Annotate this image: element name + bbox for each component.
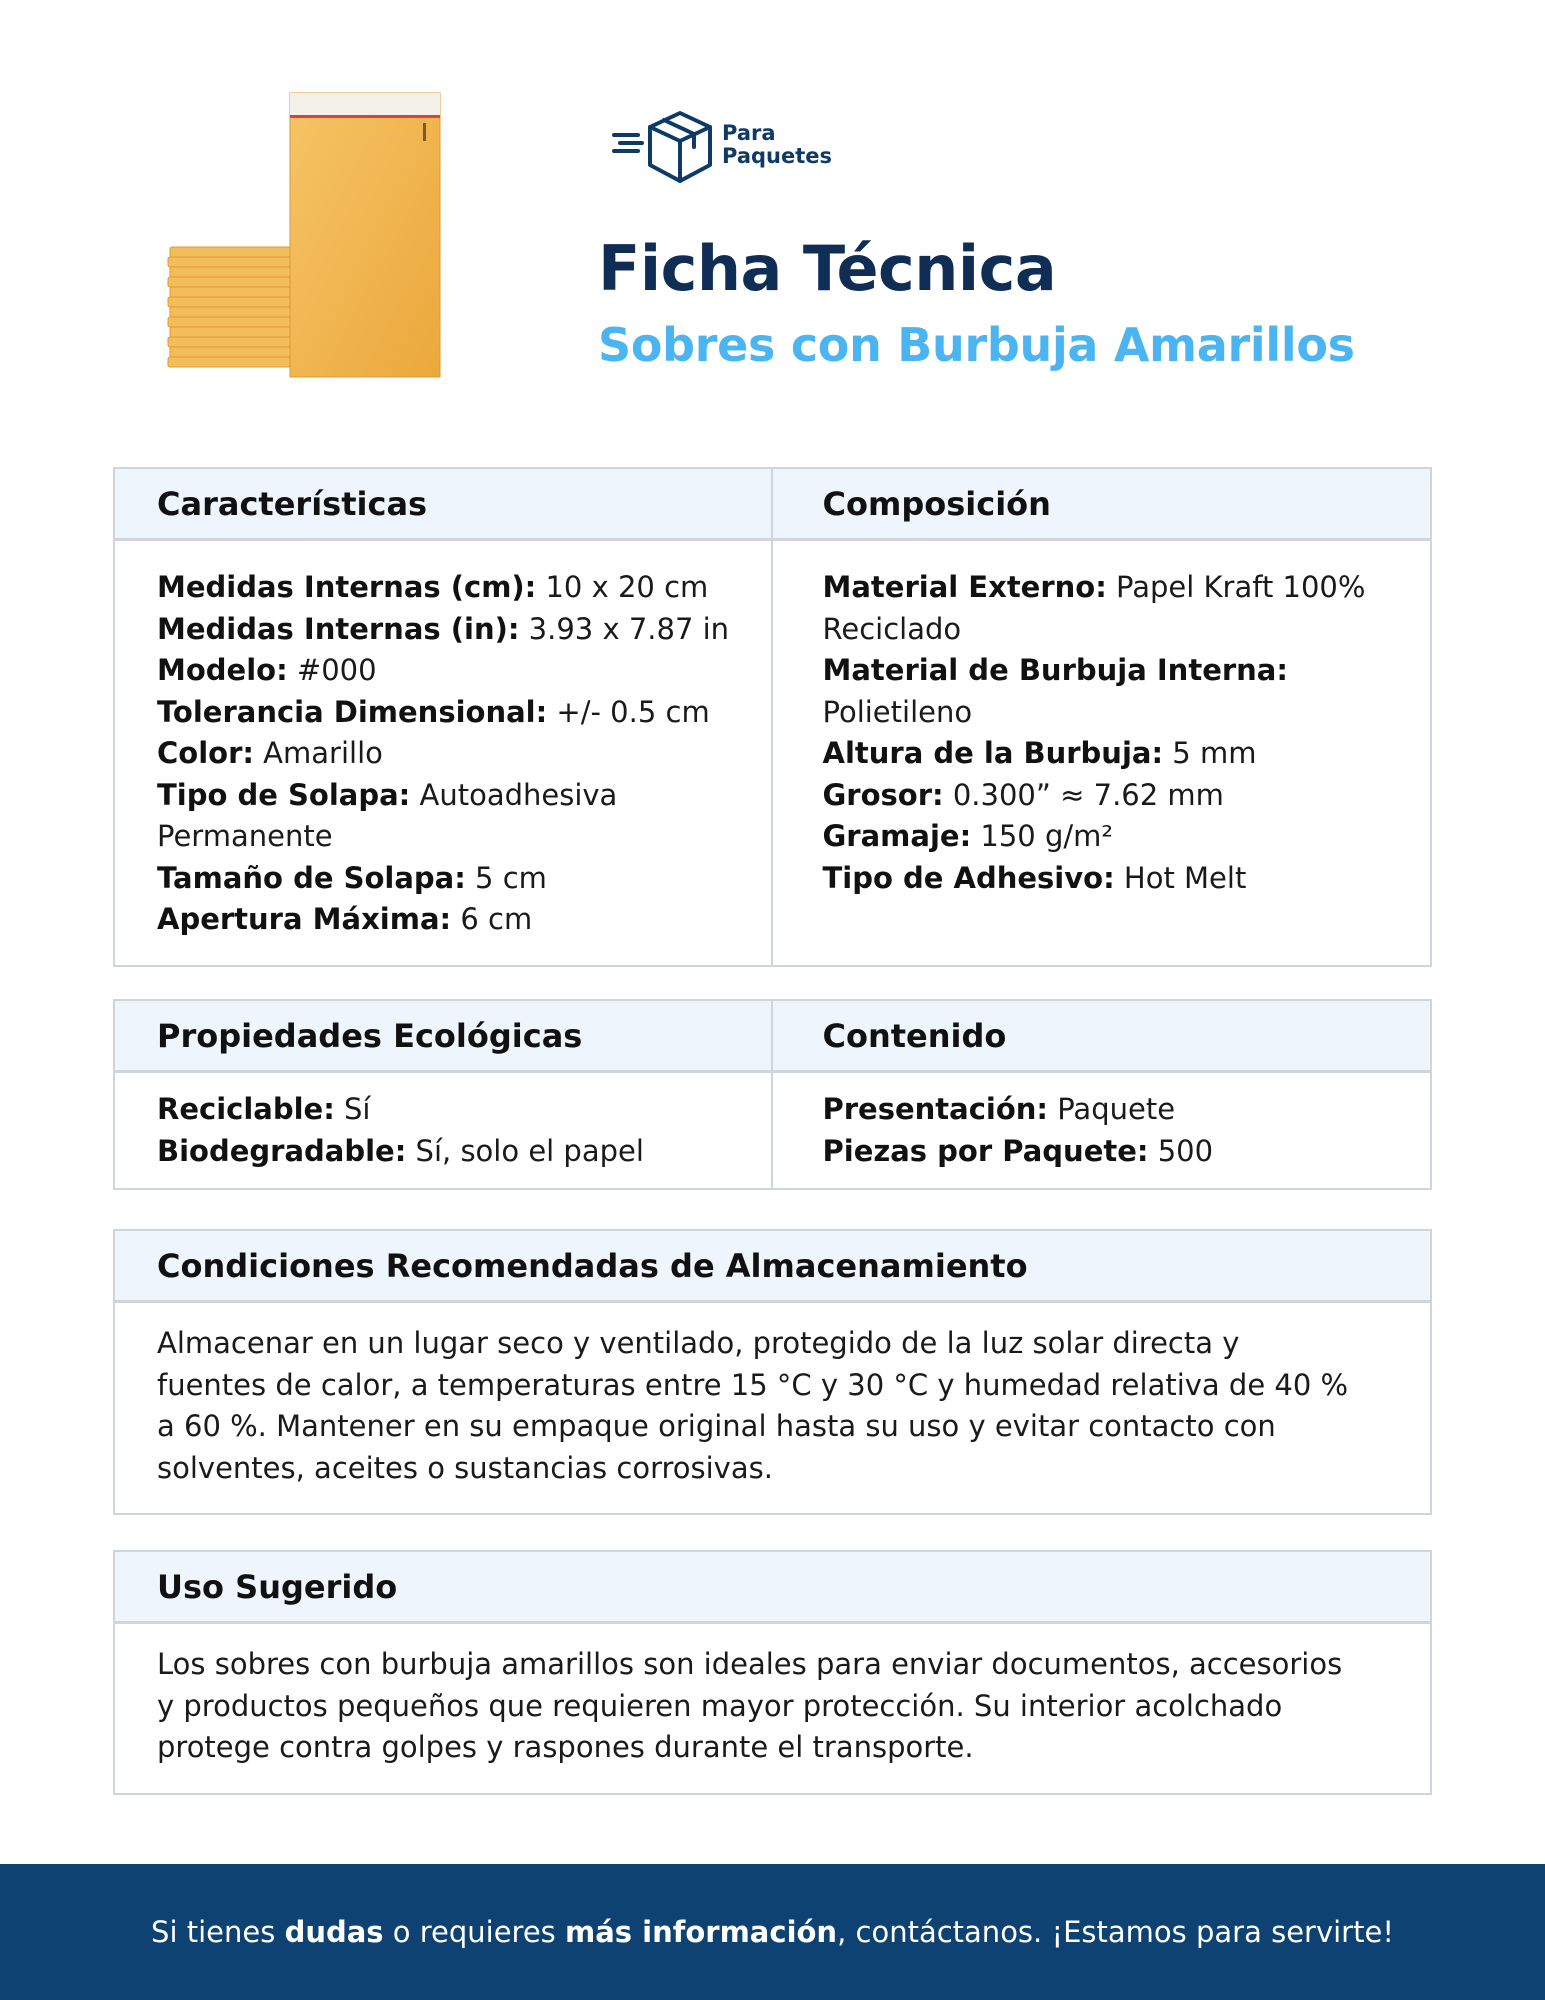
caracteristicas-heading: Características bbox=[115, 469, 773, 538]
brand-name-line2: Paquetes bbox=[722, 144, 833, 168]
text-line: Los sobres con burbuja amarillos son ideales para enviar documentos, accesorios bbox=[157, 1647, 1343, 1681]
text-line: a 60 %. Mantener en su empaque original hasta su uso y evitar contacto con bbox=[157, 1409, 1276, 1443]
page-title: Ficha Técnica bbox=[598, 232, 1057, 305]
spec-row: Material de Burbuja Interna: bbox=[822, 653, 1288, 687]
box-icon bbox=[610, 105, 720, 185]
ecologicas-heading: Propiedades Ecológicas bbox=[115, 1001, 773, 1070]
usage-table bbox=[113, 1550, 1432, 1795]
almacenamiento-text bbox=[115, 1303, 1430, 1513]
envelope-product-image bbox=[165, 85, 485, 385]
uso-text bbox=[115, 1624, 1430, 1793]
contenido-list bbox=[773, 1073, 1431, 1188]
brand-name-line1: Para bbox=[722, 121, 776, 145]
spec-row: Piezas por Paquete: 500 bbox=[822, 1133, 1214, 1168]
text-line: protege contra golpes y raspones durante el transporte. bbox=[157, 1730, 974, 1764]
footer-banner bbox=[0, 1864, 1545, 2000]
spec-row: Biodegradable: Sí, solo el papel bbox=[157, 1133, 644, 1168]
storage-header bbox=[115, 1231, 1430, 1303]
spec-row: Color: Amarillo bbox=[157, 736, 383, 770]
spec-row: Apertura Máxima: 6 cm bbox=[157, 902, 533, 936]
almacenamiento-heading: Condiciones Recomendadas de Almacenamiento bbox=[157, 1246, 1028, 1285]
brand-logo bbox=[610, 105, 832, 185]
uso-heading: Uso Sugerido bbox=[157, 1567, 398, 1606]
spec-row: Reciclado bbox=[822, 611, 962, 646]
spec-row: Reciclable: Sí bbox=[157, 1092, 371, 1126]
spec-row: Permanente bbox=[157, 819, 333, 853]
page-subtitle: Sobres con Burbuja Amarillos bbox=[598, 318, 1355, 372]
spec-row: Medidas Internas (in): 3.93 x 7.87 in bbox=[157, 611, 730, 646]
spec-row: Gramaje: 150 g/m² bbox=[822, 819, 1114, 853]
caracteristicas-list bbox=[115, 541, 773, 965]
composicion-heading: Composición bbox=[822, 484, 1051, 523]
eco-content-header bbox=[115, 1001, 1430, 1073]
composicion-list bbox=[773, 541, 1431, 965]
spec-row: Modelo: #000 bbox=[157, 653, 377, 687]
specs-table-header bbox=[115, 469, 1430, 541]
specs-table bbox=[113, 467, 1432, 967]
spec-row: Polietileno bbox=[822, 694, 973, 729]
spec-row: Medidas Internas (cm): 10 x 20 cm bbox=[157, 570, 709, 604]
text-line: y productos pequeños que requieren mayor protección. Su interior acolchado bbox=[157, 1688, 1283, 1723]
storage-table bbox=[113, 1229, 1432, 1515]
spec-row: Tipo de Adhesivo: Hot Melt bbox=[822, 860, 1247, 895]
text-line: fuentes de calor, a temperaturas entre 15 °C y 30 °C y humedad relativa de 40 % bbox=[157, 1367, 1349, 1402]
text-line: solventes, aceites o sustancias corrosivas. bbox=[157, 1450, 773, 1485]
footer-message: Si tienes dudas o requieres más información, contáctanos. ¡Estamos para servirte! bbox=[151, 1915, 1394, 1949]
text-line: Almacenar en un lugar seco y ventilado, protegido de la luz solar directa y bbox=[157, 1326, 1240, 1360]
spec-row: Tolerancia Dimensional: +/- 0.5 cm bbox=[157, 694, 710, 729]
eco-content-table bbox=[113, 999, 1432, 1190]
contenido-heading: Contenido bbox=[822, 1016, 1007, 1055]
ecologicas-list bbox=[115, 1073, 773, 1188]
spec-row: Presentación: Paquete bbox=[822, 1092, 1176, 1126]
usage-header bbox=[115, 1552, 1430, 1624]
spec-row: Tipo de Solapa: Autoadhesiva bbox=[157, 777, 618, 812]
spec-row: Material Externo: Papel Kraft 100% bbox=[822, 570, 1366, 604]
spec-row: Grosor: 0.300” ≈ 7.62 mm bbox=[822, 777, 1224, 812]
spec-row: Altura de la Burbuja: 5 mm bbox=[822, 736, 1257, 770]
spec-row: Tamaño de Solapa: 5 cm bbox=[157, 860, 547, 895]
